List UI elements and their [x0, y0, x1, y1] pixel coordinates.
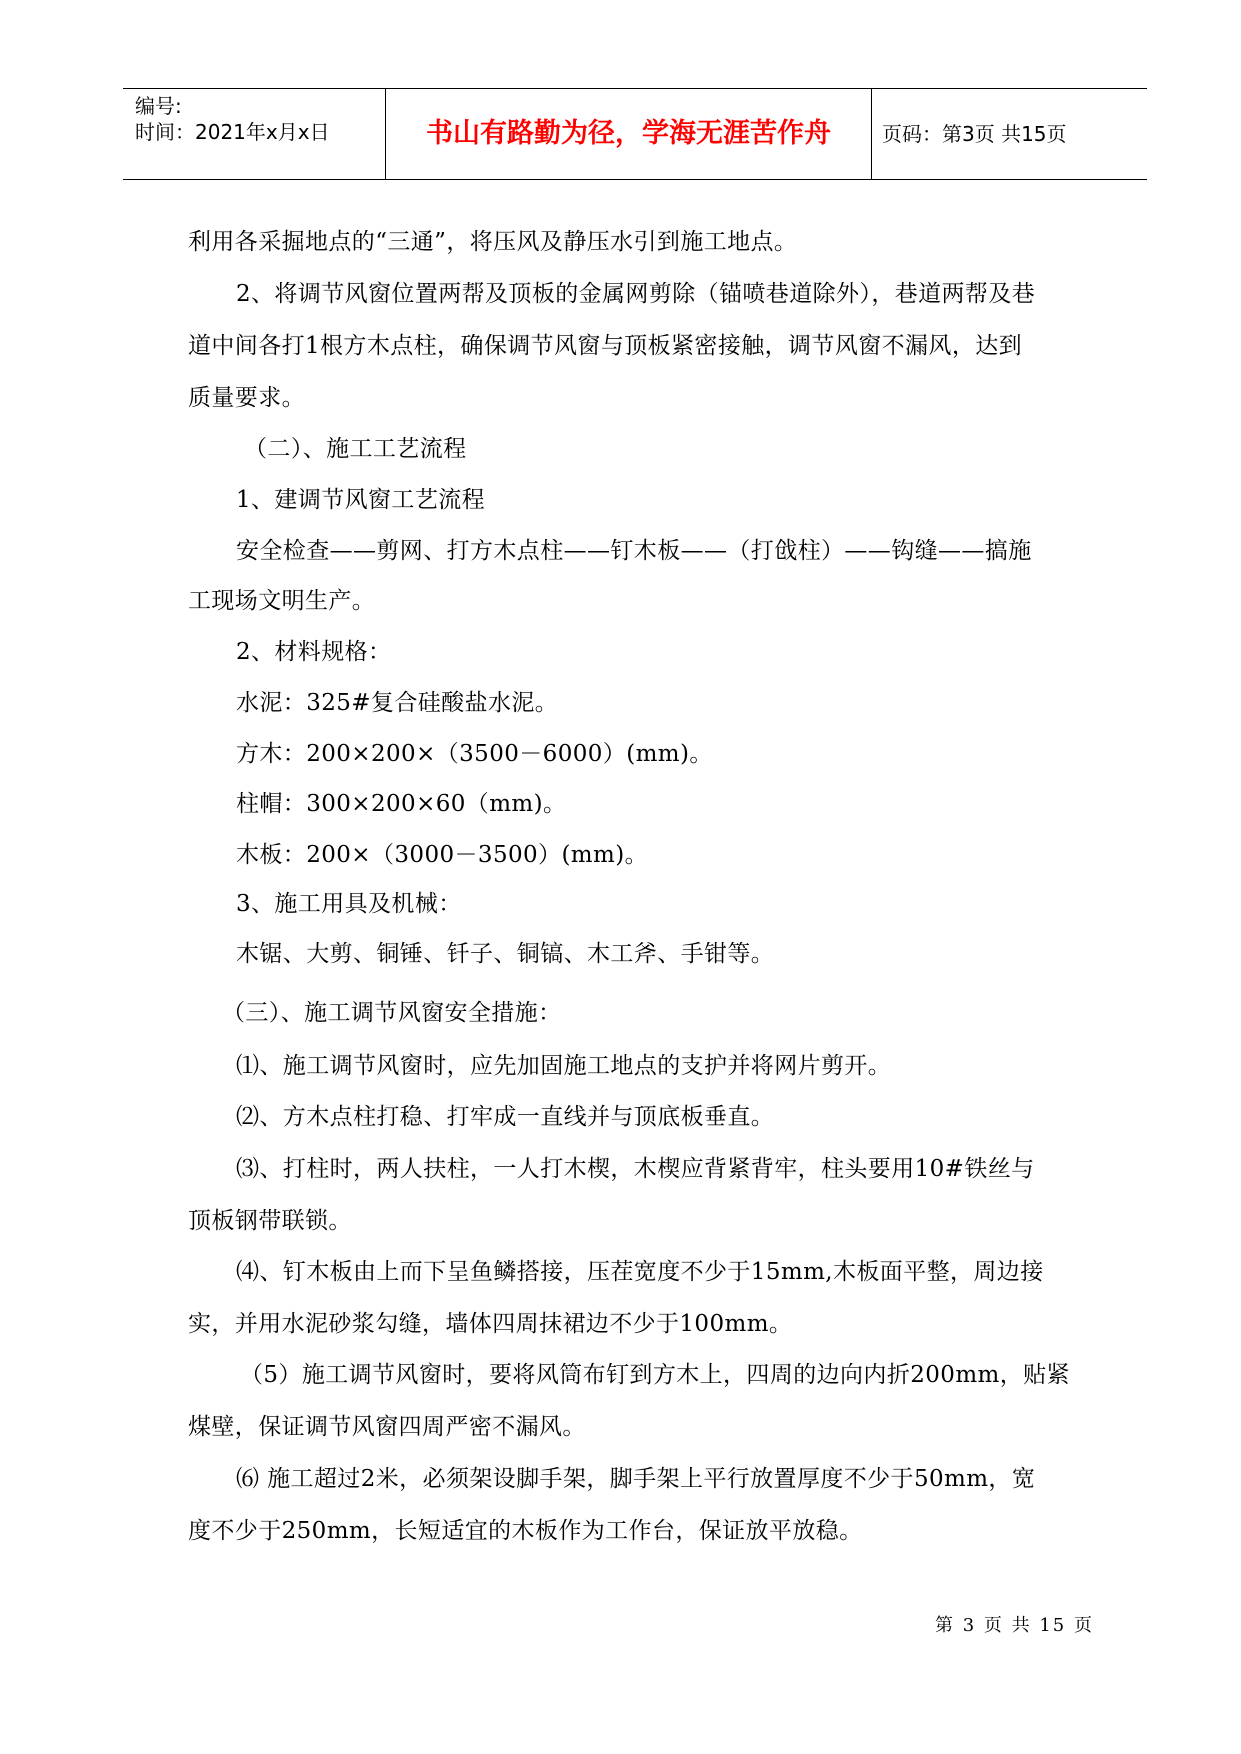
- body-line: 顶板钢带联锁。: [188, 1208, 352, 1234]
- footer-page-number: 第 3 页 共 15 页: [935, 1615, 1094, 1636]
- section-heading: （三）、施工调节风窗安全措施：: [222, 1000, 562, 1026]
- body-line: 木锯、大剪、铜锤、钎子、铜镐、木工斧、手钳等。: [236, 941, 775, 967]
- body-line: ⑷、钉木板由上而下呈鱼鳞搭接，压茬宽度不少于15mm,木板面平整，周边接: [236, 1259, 1044, 1285]
- body-line: ⑵、方木点柱打稳、打牢成一直线并与顶底板垂直。: [236, 1104, 775, 1130]
- body-line: 1、建调节风窗工艺流程: [236, 487, 486, 513]
- body-line: 方木：200×200×（3500－6000）(mm)。: [236, 741, 713, 767]
- body-line: 水泥：325#复合硅酸盐水泥。: [236, 690, 559, 716]
- body-line: ⑹ 施工超过2米，必须架设脚手架，脚手架上平行放置厚度不少于50mm，宽: [236, 1466, 1036, 1492]
- body-line: 2、将调节风窗位置两帮及顶板的金属网剪除（锚喷巷道除外），巷道两帮及巷: [236, 281, 1036, 307]
- body-line: 3、施工用具及机械：: [236, 891, 462, 917]
- body-line: ⑴、施工调节风窗时，应先加固施工地点的支护并将网片剪开。: [236, 1053, 892, 1079]
- body-line: 工现场文明生产。: [188, 588, 376, 614]
- body-line: 柱帽：300×200×60（mm)。: [236, 791, 567, 817]
- body-line: 煤壁，保证调节风窗四周严密不漏风。: [188, 1414, 586, 1440]
- body-line: 度不少于250mm，长短适宜的木板作为工作台，保证放平放稳。: [188, 1518, 863, 1544]
- body-line: 木板：200×（3000－3500）(mm)。: [236, 842, 649, 868]
- header-motto: 书山有路勤为径，学海无涯苦作舟: [426, 118, 831, 149]
- body-line: 利用各采掘地点的“三通”，将压风及静压水引到施工地点。: [188, 229, 798, 255]
- body-line: 质量要求。: [188, 385, 305, 411]
- header-page-info: 页码：第3页 共15页: [882, 122, 1067, 146]
- serial-number-label: 编号:: [135, 94, 182, 118]
- body-line: （5）施工调节风窗时，要将风筒布钉到方木上，四周的边向内折200mm，贴紧: [240, 1362, 1070, 1388]
- section-heading: （二）、施工工艺流程: [244, 436, 467, 462]
- date-label: 时间：2021年x月x日: [135, 120, 330, 144]
- body-line: 2、材料规格：: [236, 639, 392, 665]
- body-line: 道中间各打1根方木点柱，确保调节风窗与顶板紧密接触，调节风窗不漏风，达到: [188, 333, 1023, 359]
- body-line: 实，并用水泥砂浆勾缝，墙体四周抹裙边不少于100mm。: [188, 1311, 793, 1337]
- body-line: ⑶、打柱时，两人扶柱，一人打木楔，木楔应背紧背牢，柱头要用10#铁丝与: [236, 1156, 1035, 1182]
- body-line: 安全检查——剪网、打方木点柱——钉木板——（打戗柱）——钩缝——搞施: [236, 538, 1032, 564]
